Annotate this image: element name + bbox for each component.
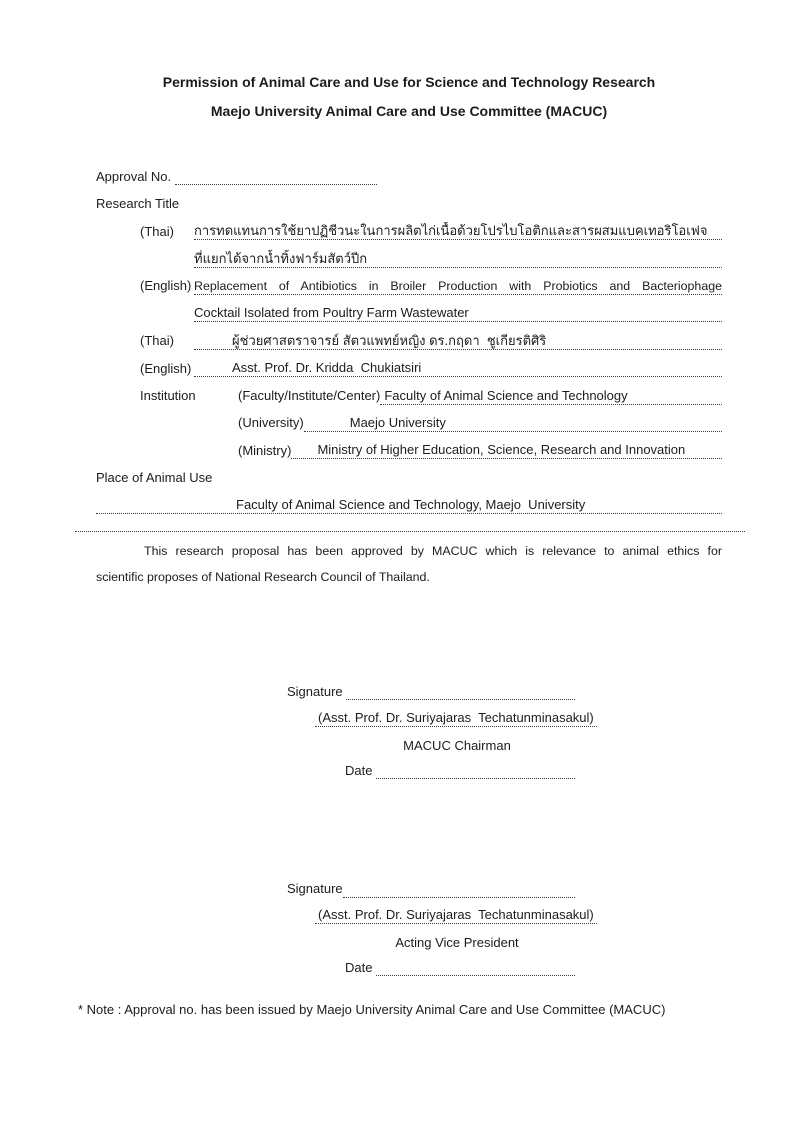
title-thai-line-1: การทดแทนการใช้ยาปฏิชีวนะในการผลิตไก่เนื้อด้วยโปรไบโอติกและสารผสมแบคเทอริโอเฟจ xyxy=(194,222,722,240)
institution-ministry-row xyxy=(96,432,722,459)
signatory-name-row xyxy=(287,700,722,726)
thai-label: (Thai) xyxy=(140,333,174,349)
university-label: (University) xyxy=(238,415,304,431)
place-of-use-value: Faculty of Animal Science and Technology, Maejo University xyxy=(96,496,722,514)
form-body xyxy=(96,158,722,976)
signatory-role: MACUC Chairman xyxy=(403,737,511,753)
date-gap xyxy=(372,960,376,977)
signature-label: Signature xyxy=(287,683,343,699)
researcher-thai-row xyxy=(96,322,722,349)
separator-dotted-line xyxy=(75,514,745,532)
signature-label: Signature xyxy=(287,881,343,897)
date-label: Date xyxy=(345,762,373,778)
title-thai-row-2 xyxy=(96,240,722,267)
english-label: (English) xyxy=(140,278,192,294)
institution-faculty-row xyxy=(96,377,722,404)
approval-no-row xyxy=(96,158,722,185)
approval-no-blank-line xyxy=(175,184,377,185)
ministry-label: (Ministry) xyxy=(238,442,292,458)
signature-line-row xyxy=(287,871,575,897)
date-line-row xyxy=(345,753,575,779)
date-line-row xyxy=(345,950,575,976)
signatory-role-row xyxy=(287,727,722,753)
approval-statement-line-1: This research proposal has been approved by MACUC which is relevance to animal ethics for xyxy=(144,544,722,559)
title-english-row-1 xyxy=(96,268,722,295)
english-label: (English) xyxy=(140,360,192,376)
date-label: Date xyxy=(345,959,373,975)
researcher-english-row xyxy=(96,350,722,377)
researcher-name-thai: ผู้ช่วยศาสตราจารย์ สัตวแพทย์หญิง ดร.กฤดา ชูเกียรติศิริ xyxy=(194,332,722,350)
signature-blank-line xyxy=(343,897,575,898)
title-thai-row-1 xyxy=(96,213,722,240)
title-english-line-2: Cocktail Isolated from Poultry Farm Wastewater xyxy=(194,304,722,322)
approval-no-gap xyxy=(171,169,175,186)
research-title-row xyxy=(96,185,722,212)
title-line-1: Permission of Animal Care and Use for Science and Technology Research xyxy=(162,74,656,90)
approval-statement-line-2: scientific proposes of National Research Council of Thailand. xyxy=(96,569,430,584)
title-english-row-2 xyxy=(96,295,722,322)
ministry-value: Ministry of Higher Education, Science, Research and Innovation xyxy=(291,441,722,459)
signatory-role: Acting Vice President xyxy=(395,935,519,951)
title-line-2: Maejo University Animal Care and Use Committee (MACUC) xyxy=(210,103,608,119)
signatory-name-row xyxy=(287,898,722,924)
signatory-role-row xyxy=(287,924,722,950)
institution-university-row xyxy=(96,405,722,432)
date-blank-line xyxy=(376,975,575,976)
footnote: * Note : Approval no. has been issued by Maejo University Animal Care and Use Committee (MACUC) xyxy=(78,1002,666,1017)
signature-line-row xyxy=(287,674,575,700)
researcher-name-english: Asst. Prof. Dr. Kridda Chukiatsiri xyxy=(194,359,722,377)
thai-label: (Thai) xyxy=(140,223,174,239)
research-title-label: Research Title xyxy=(96,196,180,212)
institution-label: Institution xyxy=(140,388,196,404)
signature-gap xyxy=(343,684,347,701)
place-of-use-label-row xyxy=(96,459,722,486)
approval-no-label: Approval No. xyxy=(96,168,172,184)
university-value: Maejo University xyxy=(304,414,722,432)
title-english-line-1: Replacement of Antibiotics in Broiler Production with Probiotics and Bacteriophage xyxy=(194,278,722,293)
signature-block-chairman xyxy=(287,674,722,779)
place-of-use-value-row xyxy=(96,487,722,514)
place-of-use-label: Place of Animal Use xyxy=(96,470,213,486)
faculty-value: Faculty of Animal Science and Technology xyxy=(380,387,722,405)
approval-statement xyxy=(96,539,722,590)
date-blank-line xyxy=(376,778,575,779)
date-gap xyxy=(372,763,376,780)
signatory-name: (Asst. Prof. Dr. Suriyajaras Techatunminasakul) xyxy=(315,710,597,727)
faculty-label: (Faculty/Institute/Center) xyxy=(238,388,381,404)
signature-block-vice-president xyxy=(287,871,722,976)
title-thai-line-2: ที่แยกได้จากน้ำทิ้งฟาร์มสัตว์ปีก xyxy=(194,250,722,268)
signatory-name: (Asst. Prof. Dr. Suriyajaras Techatunminasakul) xyxy=(315,907,597,924)
signature-blank-line xyxy=(346,699,575,700)
document-title xyxy=(96,0,722,126)
